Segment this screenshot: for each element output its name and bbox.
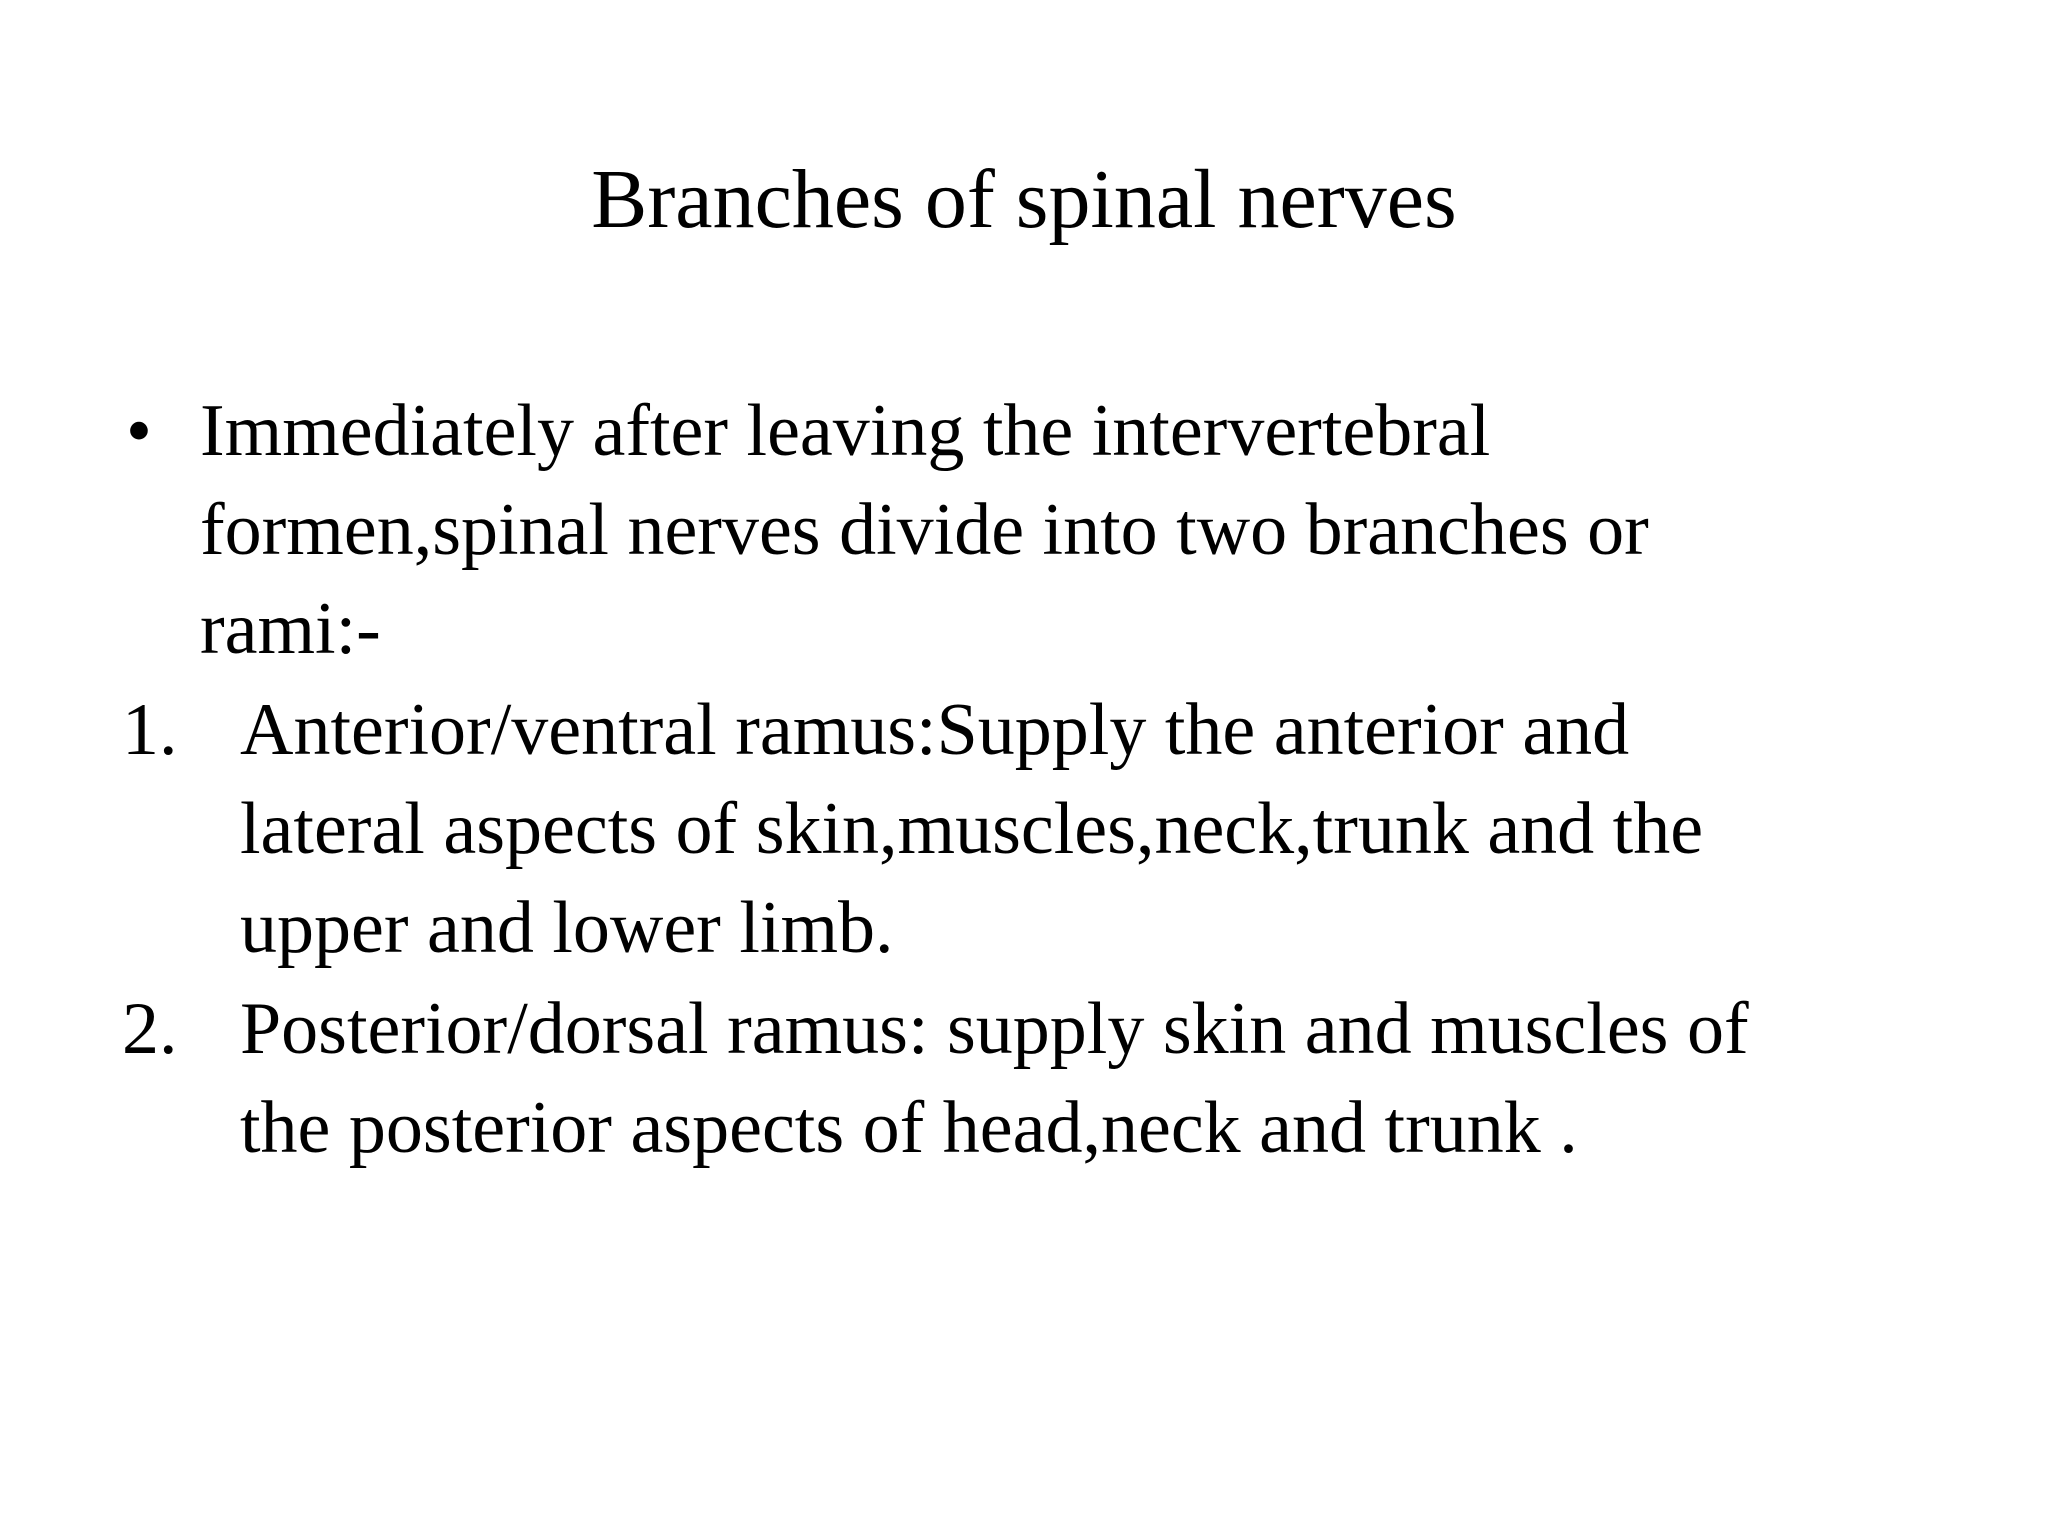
numbered-line: upper and lower limb. bbox=[240, 887, 894, 969]
number-marker: 2. bbox=[122, 988, 178, 1070]
bullet-line: Immediately after leaving the intervertebral bbox=[200, 390, 1491, 472]
numbered-item-1 bbox=[0, 681, 1920, 978]
number-marker: 1. bbox=[122, 689, 178, 771]
numbered-line: the posterior aspects of head,neck and trunk . bbox=[240, 1087, 1578, 1169]
slide-content bbox=[0, 382, 2048, 1178]
slide-title: Branches of spinal nerves bbox=[591, 153, 1457, 246]
numbered-line: lateral aspects of skin,muscles,neck,trunk and the bbox=[240, 788, 1704, 870]
numbered-line: Posterior/dorsal ramus: supply skin and muscles of bbox=[240, 988, 1749, 1070]
bullet-marker: • bbox=[126, 390, 152, 472]
bullet-line: formen,spinal nerves divide into two branches or bbox=[200, 489, 1649, 571]
numbered-item-2 bbox=[0, 980, 1920, 1178]
numbered-line: Anterior/ventral ramus:Supply the anterior and bbox=[240, 689, 1630, 771]
bullet-line: rami:- bbox=[200, 588, 381, 670]
bullet-item bbox=[0, 382, 1880, 679]
